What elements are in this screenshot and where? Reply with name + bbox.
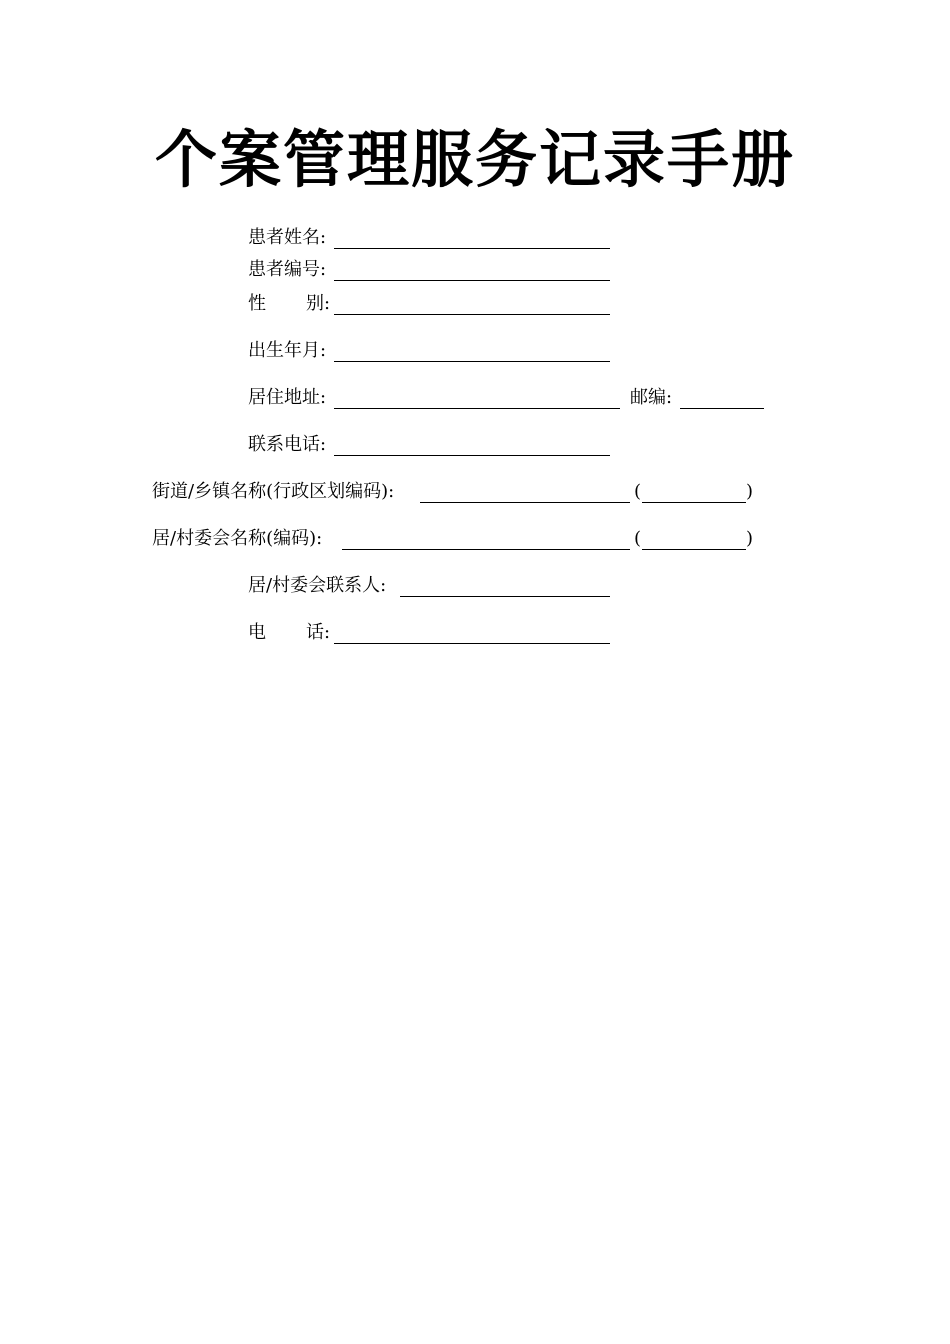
- postcode-label: 邮编:: [630, 387, 673, 408]
- patient-name-label: 患者姓名:: [248, 227, 327, 248]
- street-code-open-paren: (: [634, 481, 642, 502]
- tel-label-first: 电: [248, 622, 266, 643]
- address-label: 居住地址:: [248, 387, 327, 408]
- gender-label-first: 性: [248, 293, 266, 314]
- phone-row: [248, 433, 628, 457]
- street-field[interactable]: [420, 482, 630, 503]
- street-label: 街道/乡镇名称(行政区划编码):: [152, 481, 395, 502]
- gender-label-second: 别:: [306, 293, 331, 314]
- tel-field[interactable]: [334, 623, 610, 644]
- committee-code-open-paren: (: [634, 528, 642, 549]
- patient-name-row: [248, 226, 628, 250]
- phone-label: 联系电话:: [248, 434, 327, 455]
- street-row: [152, 480, 772, 504]
- street-code-close-paren: ): [746, 481, 754, 502]
- tel-row: [248, 621, 628, 645]
- patient-id-row: [248, 258, 628, 282]
- patient-id-label: 患者编号:: [248, 259, 327, 280]
- birth-field[interactable]: [334, 341, 610, 362]
- committee-row: [152, 527, 772, 551]
- tel-label-second: 话:: [306, 622, 331, 643]
- committee-field[interactable]: [342, 529, 630, 550]
- committee-contact-field[interactable]: [400, 576, 610, 597]
- address-row: [248, 386, 778, 410]
- committee-contact-row: [248, 574, 628, 598]
- document-title: 个案管理服务记录手册: [154, 123, 795, 196]
- committee-code-field[interactable]: [642, 529, 746, 550]
- gender-field[interactable]: [334, 294, 610, 315]
- phone-field[interactable]: [334, 435, 610, 456]
- address-field[interactable]: [334, 388, 620, 409]
- patient-id-field[interactable]: [334, 260, 610, 281]
- patient-name-field[interactable]: [334, 228, 610, 249]
- committee-contact-label: 居/村委会联系人:: [248, 575, 387, 596]
- street-code-field[interactable]: [642, 482, 746, 503]
- committee-code-close-paren: ): [746, 528, 754, 549]
- birth-label: 出生年月:: [248, 340, 327, 361]
- postcode-field[interactable]: [680, 388, 764, 409]
- committee-label: 居/村委会名称(编码):: [152, 528, 323, 549]
- gender-row: [248, 292, 628, 316]
- birth-row: [248, 339, 628, 363]
